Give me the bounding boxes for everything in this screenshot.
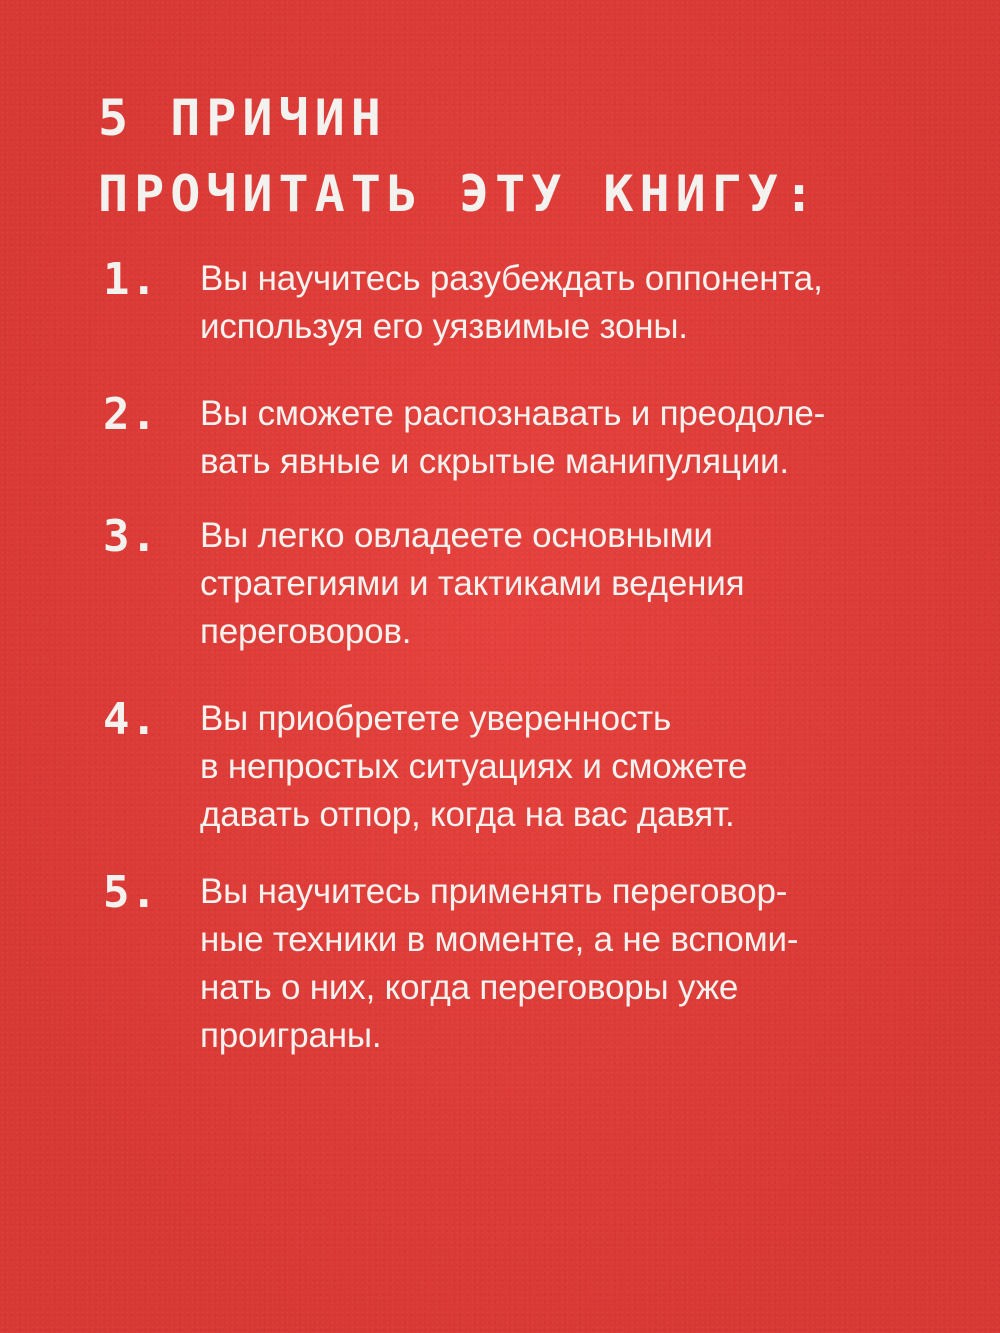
reason-text-line: стратегиями и тактиками ведения: [200, 564, 745, 603]
reason-text-line: вать явные и скрытые манипуляции.: [200, 442, 789, 481]
reason-text-line: давать отпор, когда на вас давят.: [200, 795, 735, 834]
reason-number: 3.: [103, 511, 158, 562]
reason-number: 4.: [103, 694, 158, 745]
title-line-2: ПРОЧИТАТЬ ЭТУ КНИГУ:: [98, 165, 821, 223]
reason-text-line: в непростых ситуациях и сможете: [200, 747, 748, 786]
reason-text: [200, 695, 970, 839]
reason-text-line: Вы приобретете уверенность: [200, 699, 672, 738]
reason-text-line: Вы легко овладеете основными: [200, 516, 713, 555]
reason-text-line: Вы сможете распознавать и преодоле-: [200, 394, 826, 433]
reason-number: 2.: [103, 389, 158, 440]
reason-text-line: Вы научитесь разубеждать оппонента,: [200, 259, 823, 298]
reason-text: [200, 868, 970, 1060]
reason-text-line: проиграны.: [200, 1016, 382, 1055]
page-title: [98, 80, 820, 232]
reason-text-line: используя его уязвимые зоны.: [200, 307, 688, 346]
reason-text: [200, 512, 970, 656]
title-line-1: 5 ПРИЧИН: [98, 89, 387, 147]
reason-number: 5.: [103, 867, 158, 918]
reason-text-line: переговоров.: [200, 612, 412, 651]
reason-text: [200, 255, 970, 351]
reason-text-line: Вы научитесь применять переговор-: [200, 872, 788, 911]
reason-text: [200, 390, 970, 486]
reason-text-line: нать о них, когда переговоры уже: [200, 968, 739, 1007]
reason-number: 1.: [103, 254, 158, 305]
reason-text-line: ные техники в моменте, а не вспоми-: [200, 920, 799, 959]
